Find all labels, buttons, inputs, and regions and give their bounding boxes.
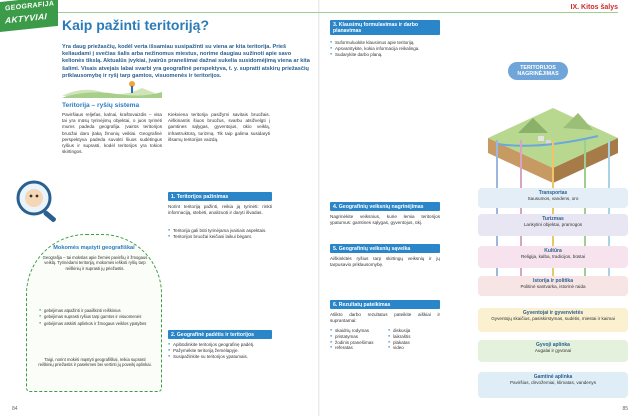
section-3-header: 3. Klausimų formulavimas ir darbo planavimas — [330, 20, 440, 35]
page-number-left: 84 — [12, 406, 18, 412]
list-item: ● skaidrių rodymas — [330, 328, 386, 334]
page-spine — [318, 0, 320, 416]
section-6-header: 6. Rezultatų pateikimas — [330, 300, 440, 309]
list-item: ● Susipažinkite su teritorijos ypatumais. — [168, 354, 272, 360]
list-item: ● plakatas — [388, 340, 444, 346]
list-item: ● Suformuluokite klausimus apie teritoriją. — [330, 40, 440, 46]
list-item: ● referatas — [330, 345, 386, 351]
section-1-list — [168, 228, 272, 240]
list-item: ● Teritorijos bruožai keičiasi laikui bėgant. — [168, 234, 272, 240]
pyramid-layer — [478, 372, 628, 398]
chapter-label: IX. Kitos šalys — [570, 4, 618, 11]
pyramid-layer — [478, 308, 628, 332]
list-item: ● laikraštis — [388, 334, 444, 340]
list-item: ● Sudarykite darbo planą. — [330, 52, 440, 58]
list-item: ● gebėjimas atskirti aplinkos ir žmogaus veiklos ypatybes — [39, 321, 153, 326]
section-6-list-b — [388, 328, 444, 351]
pyramid-layer-subtitle: Paviršius, dirvožemiai, klimatas, vandenys — [509, 380, 597, 386]
pyramid-layer — [478, 340, 628, 362]
pyramid-layer-name: Gyvoji aplinka — [536, 342, 570, 348]
info-box-title: Mokomės mąstyti geografiškai — [53, 245, 135, 251]
section-4-header: 4. Geografinių veiksnių nagrinėjimas — [330, 202, 440, 211]
ribbon-line-1: GEOGRAFIJA — [5, 0, 55, 13]
intro-paragraph: Yra daug priežasčių, kodėl verta išsamiau susipažinti su viena ar kita teritorija. Prieš keliaudami į svečias šalis arba nežinomus miestus, norime daugiau sužinoti apie savo kelionės tikslą. Aktualūs įvykiai, įvairūs pranešimai dažnai sukelia susidomėjimą viena ar kita šalimi. Visais atvejais labai svarbi yra geografinė perspektyva, t. y. supratti atskirų priežasčių priklausomybę ir ryšį tarp gamtos, visuomenės ir teritorijos. — [62, 44, 310, 79]
section-5-text: Aiškinkitės ryšius tarp skirtingų veiksnių ir jų tarpusavio priklausomybę. — [330, 256, 440, 268]
list-item: ● gebėjimas atpažinti ir paaiškinti reiškinius — [39, 308, 153, 313]
pyramid-title: TERITORIJOS NAGRINĖJIMAS — [508, 62, 568, 80]
left-column-text: Paviršiaus reljefas, kalnai, kraštovaizdis – visa tai yra mūsų tyrinėjimų objektai, o juos tyrinėti mums padeda geografija. Įvairūs teritorijos bruožai daro įtaką žmonių veiklai. Geografinė perspektyva padeda suvokti šiuos sudėtingus ryšius ir suprasti, kodėl teritorijos yra tokios skirtingos. — [62, 112, 162, 155]
ribbon-line-2: AKTYVIAI — [5, 11, 48, 26]
pyramid-layer-name: Istorija ir politika — [532, 278, 573, 284]
pyramid-layer-subtitle: Sausumos, vandens, oro — [527, 196, 579, 202]
section-heading-territory: Teritorija – ryšių sistema — [62, 102, 140, 109]
pyramid-layer — [478, 276, 628, 296]
info-box-footer: Taigi, norint mokėti mąstyti geografiškai, reikia suprasti reiškinių priežastis ir pasekmes bei vertinti jų poveikį aplinkai. — [38, 357, 152, 368]
pyramid-layer-subtitle: Gyventojų skaičius, pasiskirstymas, sudėtis, miestai ir kaimai — [491, 316, 615, 322]
pyramid-layer — [478, 188, 628, 208]
section-1-text: Norint teritoriją pažinti, reikia ją tyrinėti: rinkti informaciją, stebėti, analizuoti ir daryti išvadas. — [168, 204, 272, 216]
pyramid-layer-name: Gamtinė aplinka — [533, 374, 573, 380]
page-number-right: 85 — [622, 406, 628, 412]
list-item: ● Apibūdinkite teritorijos geografinę padėtį. — [168, 342, 272, 348]
list-item: ● video — [388, 345, 444, 351]
section-5-header: 5. Geografinių veiksnių sąveika — [330, 244, 440, 253]
middle-column-text: Kiekviena teritorija pasižymi savitais bruožais. Aiškinantis šiuos bruožus, svarbu atsižvelgti į gamtines sąlygas, gyventojus, ūkio veiklą, infrastruktūrą, turizmą. Tik taip galima susidaryti išsamų teritorijos vaizdą. — [168, 112, 270, 142]
pyramid-layer — [478, 246, 628, 268]
pyramid-layer-subtitle: Politinė santvarka, istorinė raida — [520, 284, 586, 290]
pyramid-layer-name: Turizmas — [542, 216, 564, 222]
pyramid-layer-subtitle: Religija, kalba, tradicijos, būstai — [520, 254, 586, 260]
info-box — [26, 234, 162, 392]
list-item: ● žodinis pranešimas — [330, 340, 386, 346]
info-box-list — [39, 308, 153, 327]
section-1-header: 1. Teritorijos pažinimas — [168, 192, 272, 201]
section-6-list-a — [330, 328, 386, 351]
list-item: ● Teritorija gali būti tyrinėjama įvairiais aspektais. — [168, 228, 272, 234]
pyramid-layer-subtitle: Augalai ir gyvūnai — [534, 348, 572, 354]
section-2-header: 2. Geografinė padėtis ir teritorijos aprašymas — [168, 330, 272, 339]
subject-ribbon — [0, 0, 58, 32]
section-4-text: Nagrinėkite veiksnius, kurie lemia teritorijos ypatumus: gamtines sąlygas, gyventojus, ūkį. — [330, 214, 440, 226]
list-item: ● pristatymas — [330, 334, 386, 340]
list-item: ● Apsvarstykite, kokia informacija reikalinga. — [330, 46, 440, 52]
pyramid-layer-name: Kultūra — [544, 248, 562, 254]
list-item: ● Pažymėkite teritoriją žemėlapyje. — [168, 348, 272, 354]
list-item: ● gebėjimas suprasti ryšius tarp gamtos ir visuomenės — [39, 314, 153, 319]
list-item: ● diskusija — [388, 328, 444, 334]
info-box-text: Geografija – tai mokslas apie žemės paviršių ir žmogaus veiklą. Tyrinėdami teritoriją, mokomės ieškoti ryšių tarp reiškinių ir suprasti jų priežastis. — [42, 255, 148, 271]
section-3-list — [330, 40, 440, 57]
page-title: Kaip pažinti teritoriją? — [62, 17, 210, 33]
pyramid-layer-name: Transportas — [538, 190, 568, 196]
section-6-text: Atlikto darbo rezultatus pateikite aiškiai ir suprantamai: — [330, 312, 440, 324]
landscape-illustration — [62, 68, 162, 98]
section-2-list — [168, 342, 272, 359]
header-divider — [58, 12, 618, 13]
pyramid-layer-subtitle: Lankytini objektai, pramogos — [523, 222, 583, 228]
pyramid-layer-name: Gyventojai ir gyvenvietės — [522, 310, 584, 316]
magnifier-icon — [10, 176, 64, 230]
pyramid-layer — [478, 214, 628, 236]
